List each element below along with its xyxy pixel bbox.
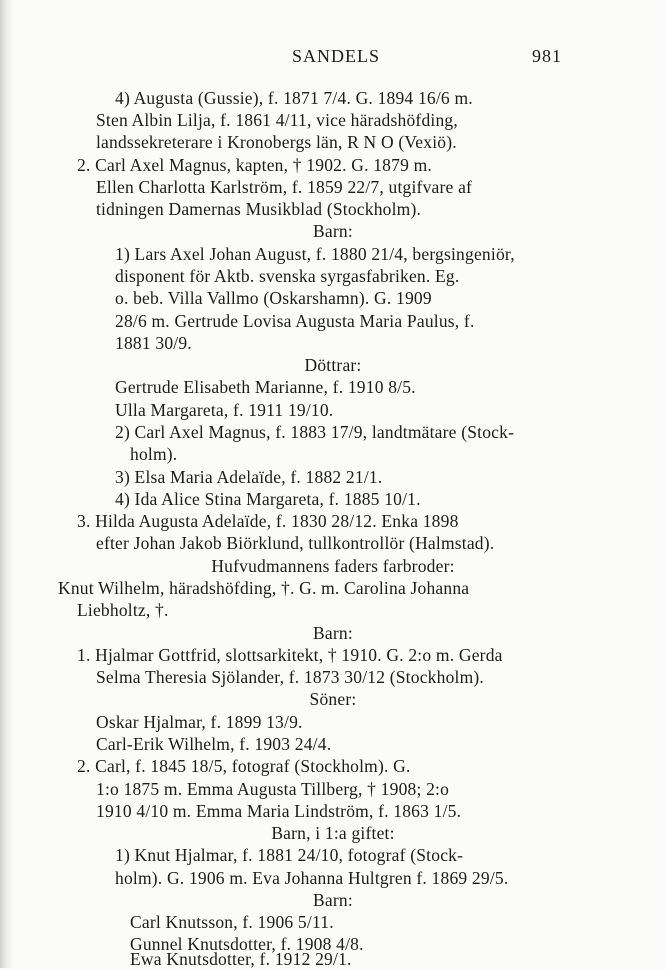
text-line: Liebholtz, †. bbox=[77, 600, 169, 620]
text-line: efter Johan Jakob Biörklund, tullkontrollör (Halmstad). bbox=[96, 533, 495, 553]
text-line: 1) Knut Hjalmar, f. 1881 24/10, fotograf (Stock- bbox=[115, 845, 464, 865]
text-line: 3) Elsa Maria Adelaïde, f. 1882 21/1. bbox=[115, 467, 383, 487]
section-heading: Barn, i 1:a giftet: bbox=[271, 823, 395, 843]
text-line: 4) Augusta (Gussie), f. 1871 7/4. G. 1894 16/6 m. bbox=[115, 88, 473, 108]
text-line: 1881 30/9. bbox=[115, 333, 192, 353]
text-line: Knut Wilhelm, häradshöfding, †. G. m. Carolina Johanna bbox=[58, 578, 470, 598]
section-heading: Barn: bbox=[313, 221, 353, 241]
text-line: Oskar Hjalmar, f. 1899 13/9. bbox=[96, 712, 303, 732]
section-heading: Döttrar: bbox=[304, 355, 362, 375]
text-line: 1:o 1875 m. Emma Augusta Tillberg, † 1908; 2:o bbox=[96, 779, 450, 799]
text-line: Sten Albin Lilja, f. 1861 4/11, vice häradshöfding, bbox=[96, 110, 458, 130]
text-line: 2. Carl, f. 1845 18/5, fotograf (Stockholm). G. bbox=[77, 756, 411, 776]
text-line: Carl Knutsson, f. 1906 5/11. bbox=[130, 912, 334, 932]
text-line: 1910 4/10 m. Emma Maria Lindström, f. 1863 1/5. bbox=[96, 801, 462, 821]
text-line: Carl-Erik Wilhelm, f. 1903 24/4. bbox=[96, 734, 332, 754]
running-head: SANDELS bbox=[292, 46, 381, 66]
text-line: 28/6 m. Gertrude Lovisa Augusta Maria Paulus, f. bbox=[115, 311, 475, 331]
section-heading: Hufvudmannens faders farbroder: bbox=[211, 556, 455, 576]
text-line: 2) Carl Axel Magnus, f. 1883 17/9, landtmätare (Stock- bbox=[115, 422, 515, 442]
text-line: Gunnel Knutsdotter, f. 1908 4/8. bbox=[130, 934, 364, 954]
section-heading: Barn: bbox=[313, 890, 353, 910]
section-heading: Söner: bbox=[309, 689, 357, 709]
text-line: 1. Hjalmar Gottfrid, slottsarkitekt, † 1910. G. 2:o m. Gerda bbox=[77, 645, 503, 665]
text-line: 2. Carl Axel Magnus, kapten, † 1902. G. 1879 m. bbox=[77, 155, 432, 175]
text-line: holm). G. 1906 m. Eva Johanna Hultgren f. 1869 29/5. bbox=[115, 868, 509, 888]
text-line: Selma Theresia Sjölander, f. 1873 30/12 (Stockholm). bbox=[96, 667, 484, 687]
text-line: o. beb. Villa Vallmo (Oskarshamn). G. 1909 bbox=[115, 288, 432, 308]
text-line: tidningen Damernas Musikblad (Stockholm). bbox=[96, 199, 422, 219]
text-line: Ulla Margareta, f. 1911 19/10. bbox=[115, 400, 334, 420]
text-line: Ellen Charlotta Karlström, f. 1859 22/7, utgifvare af bbox=[96, 177, 473, 197]
text-line: disponent för Aktb. svenska syrgasfabriken. Eg. bbox=[115, 266, 460, 286]
text-line: Ewa Knutsdotter, f. 1912 29/1. bbox=[130, 949, 352, 969]
page-number: 981 bbox=[532, 46, 562, 66]
text-line: landssekreterare i Kronobergs län, R N O (Vexiö). bbox=[96, 132, 457, 152]
text-line: Gertrude Elisabeth Marianne, f. 1910 8/5. bbox=[115, 377, 416, 397]
section-heading: Barn: bbox=[313, 623, 353, 643]
text-line: 4) Ida Alice Stina Margareta, f. 1885 10/1. bbox=[115, 489, 421, 509]
text-line: holm). bbox=[130, 444, 178, 464]
text-line: 3. Hilda Augusta Adelaïde, f. 1830 28/12. Enka 1898 bbox=[77, 511, 459, 531]
text-line: 1) Lars Axel Johan August, f. 1880 21/4, bergsingeniör, bbox=[115, 244, 515, 264]
